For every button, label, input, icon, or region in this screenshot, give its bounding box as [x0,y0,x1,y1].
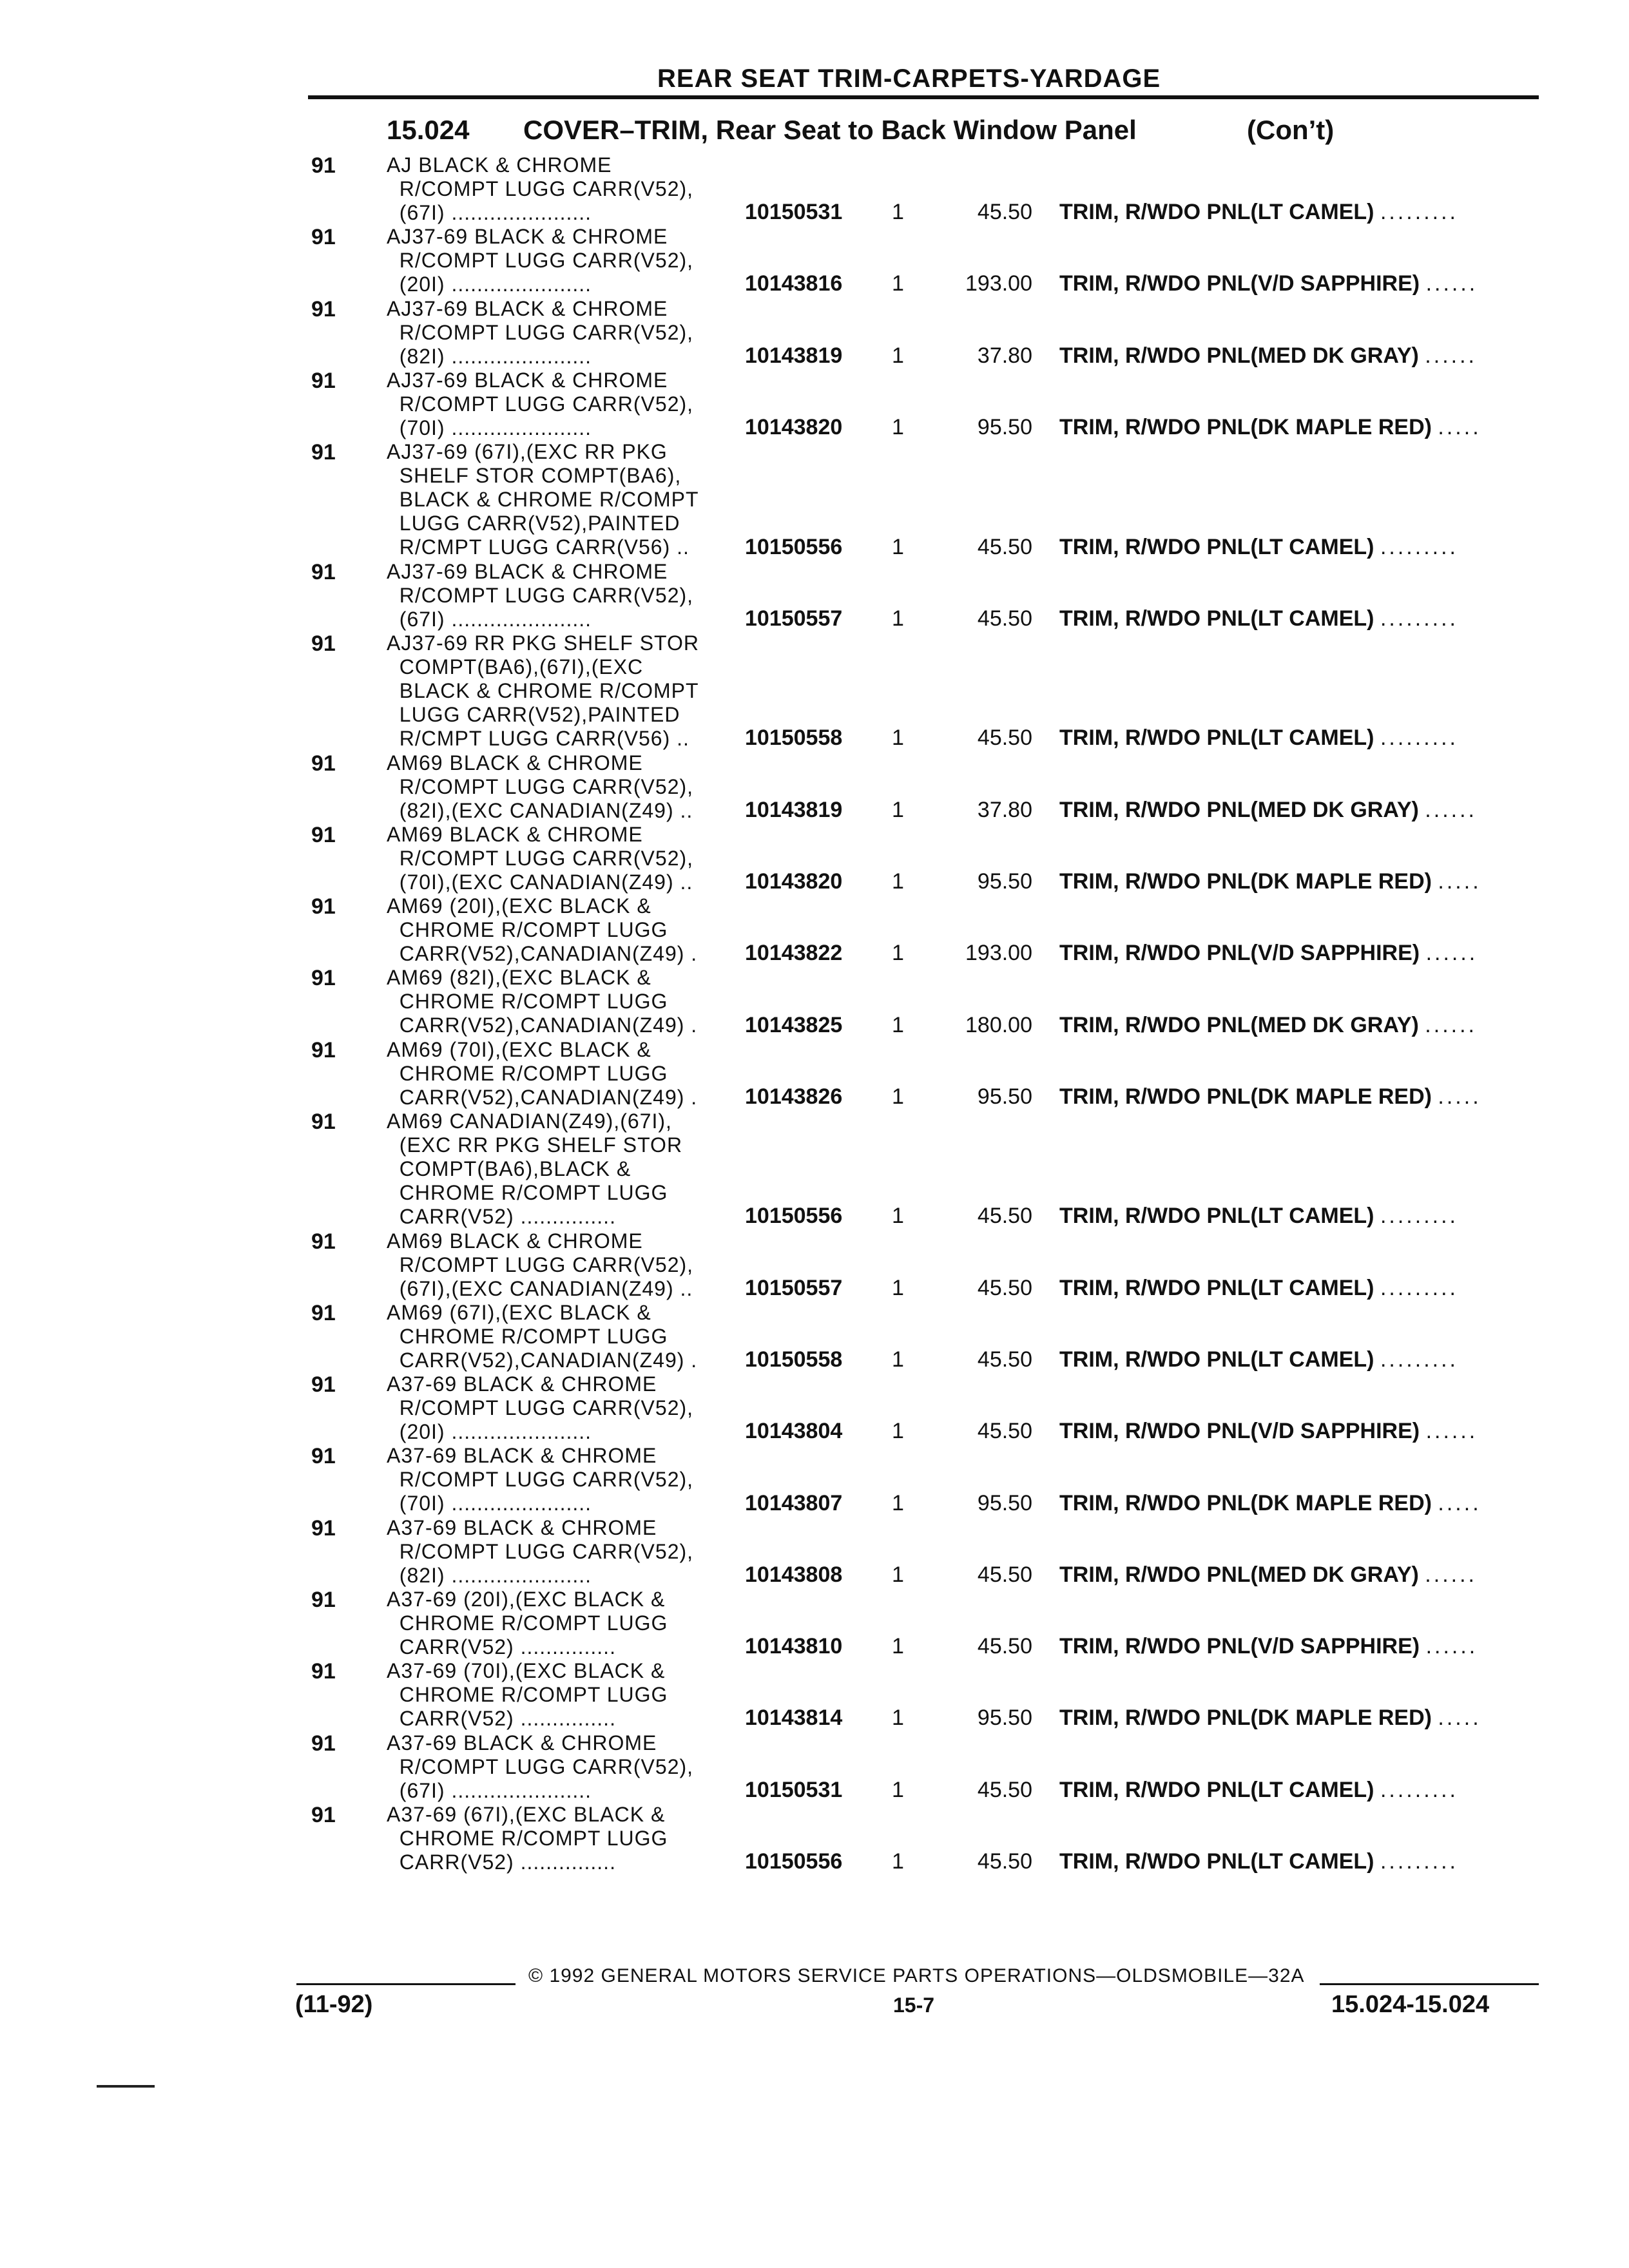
entry-price: 45.50 [977,606,1032,631]
entry-part-name [1059,1778,1458,1803]
entry-part-number: 10150556 [745,1204,843,1229]
entry-part-number: 10150556 [745,1849,843,1874]
entry-level: 91 [311,1372,336,1398]
entry-description-line: CHROME R/COMPT LUGG [387,990,668,1014]
entry-part-name [1059,1204,1458,1229]
entry-price: 45.50 [977,534,1032,559]
entry-leader-dots: ...... [1425,1419,1478,1444]
entry-level: 91 [311,631,336,656]
entry-description [387,1038,747,1110]
entry-description-line: R/COMPT LUGG CARR(V52), [387,774,694,798]
entry-level: 91 [311,1110,336,1134]
margin-mark [97,2085,155,2088]
entry-description [387,1803,747,1874]
entry-leader-dots: ...... [1425,1012,1477,1037]
entry-description-line: (82I),(EXC CANADIAN(Z49) .. [387,798,693,822]
entry-price: 45.50 [977,200,1032,225]
entry-part-name [1059,1419,1478,1444]
entry-part-name [1059,1347,1458,1372]
entry-description-line: (70I),(EXC CANADIAN(Z49) .. [387,870,693,894]
entry-description-line: R/CMPT LUGG CARR(V56) .. [387,535,689,559]
entry-part-number: 10143826 [745,1084,843,1109]
entry-description-line: (67I) ...................... [387,201,592,224]
entry-description [387,631,747,751]
entry-description-line: A37-69 BLACK & CHROME [387,1731,657,1754]
entry-description-line: R/COMPT LUGG CARR(V52), [387,249,694,273]
entry-description-line: R/COMPT LUGG CARR(V52), [387,1754,694,1778]
entry-part-name-text: TRIM, R/WDO PNL(MED DK GRAY) [1059,343,1419,368]
entry-part-name-text: TRIM, R/WDO PNL(V/D SAPPHIRE) [1059,1634,1420,1659]
entry-quantity: 1 [892,1777,904,1802]
entry-quantity: 1 [892,415,904,440]
entry-level: 91 [311,1588,336,1612]
entry-part-name-text: TRIM, R/WDO PNL(MED DK GRAY) [1059,797,1419,822]
entry-part-number: 10143814 [745,1706,843,1731]
entry-level: 91 [311,822,336,847]
entry-description [387,560,747,631]
entry-level: 91 [311,1515,336,1541]
entry-part-number: 10143819 [745,343,843,368]
entry-part-name [1059,1706,1481,1731]
entry-part-number: 10143820 [745,415,843,440]
entry-description-line: R/COMPT LUGG CARR(V52), [387,583,694,607]
entry-part-name [1059,869,1481,894]
entry-price: 45.50 [977,726,1032,751]
entry-level: 91 [311,559,336,584]
entry-price: 193.00 [965,941,1032,966]
entry-leader-dots: ..... [1438,415,1481,440]
entry-description-line: CARR(V52),CANADIAN(Z49) . [387,942,698,966]
entry-part-number: 10150556 [745,534,843,559]
entry-description-line: (67I) ...................... [387,607,592,631]
entry-part-name-text: TRIM, R/WDO PNL(DK MAPLE RED) [1059,415,1432,440]
entry-price: 45.50 [977,1849,1032,1874]
entry-description-line: CARR(V52),CANADIAN(Z49) . [387,1348,698,1372]
entry-leader-dots: ...... [1425,1562,1477,1587]
entry-part-name [1059,415,1481,440]
entry-quantity: 1 [892,1490,904,1515]
entry-part-name [1059,343,1477,369]
entry-price: 95.50 [977,415,1032,440]
entry-description-line: AM69 BLACK & CHROME [387,822,643,846]
entry-quantity: 1 [892,1849,904,1874]
entry-level: 91 [311,894,336,919]
page-title: REAR SEAT TRIM-CARPETS-YARDAGE [657,64,1161,93]
entry-part-name-text: TRIM, R/WDO PNL(V/D SAPPHIRE) [1059,941,1420,966]
footer-page-number: 15-7 [893,1994,935,2017]
entry-part-name [1059,1276,1458,1301]
entry-quantity: 1 [892,1347,904,1372]
entry-price: 95.50 [977,1706,1032,1731]
entry-description-line: AM69 BLACK & CHROME [387,1229,643,1253]
entry-price: 45.50 [977,1347,1032,1372]
entry-description-line: CHROME R/COMPT LUGG [387,1826,668,1850]
entry-description-line: (82I) ...................... [387,344,592,368]
entry-description-line: CARR(V52) ............... [387,1205,616,1228]
entry-part-name-text: TRIM, R/WDO PNL(DK MAPLE RED) [1059,869,1432,894]
entry-description [387,1110,747,1229]
entry-level: 91 [311,368,336,393]
entry-level: 91 [311,966,336,991]
entry-description-line: A37-69 BLACK & CHROME [387,1372,657,1396]
entry-level: 91 [311,225,336,250]
entry-part-number: 10150531 [745,200,843,225]
entry-description-line: CHROME R/COMPT LUGG [387,1061,668,1085]
entry-part-number: 10143804 [745,1419,843,1444]
entry-level: 91 [311,1802,336,1827]
entry-description-line: BLACK & CHROME R/COMPT [387,679,699,702]
entry-description-line: AJ BLACK & CHROME [387,153,612,177]
entry-description-line: (82I) ...................... [387,1563,592,1587]
entry-part-name [1059,271,1478,296]
footer-revision-date: (11-92) [295,1991,373,2018]
entry-description-line: R/COMPT LUGG CARR(V52), [387,846,694,870]
entry-part-name [1059,941,1478,966]
entry-quantity: 1 [892,1419,904,1444]
entry-description-line: AJ37-69 BLACK & CHROME [387,225,668,249]
entry-part-number: 10150531 [745,1777,843,1802]
entry-description-line: CARR(V52) ............... [387,1635,616,1658]
entry-price: 95.50 [977,1084,1032,1109]
entry-description [387,1588,747,1659]
entry-part-number: 10143816 [745,271,843,296]
entry-part-name [1059,200,1458,225]
entry-quantity: 1 [892,1204,904,1229]
entry-leader-dots: ......... [1380,1777,1458,1802]
entry-quantity: 1 [892,869,904,894]
entry-part-number: 10150558 [745,1347,843,1372]
section-continued: (Con’t) [1247,115,1335,145]
entry-price: 45.50 [977,1777,1032,1802]
entry-description-line: CARR(V52) ............... [387,1850,616,1874]
entry-price: 180.00 [965,1012,1032,1037]
entry-leader-dots: ..... [1438,869,1481,894]
entry-description-line: LUGG CARR(V52),PAINTED [387,512,680,535]
entry-description-line: R/COMPT LUGG CARR(V52), [387,1468,694,1492]
entry-part-name-text: TRIM, R/WDO PNL(LT CAMEL) [1059,726,1374,751]
entry-part-name-text: TRIM, R/WDO PNL(V/D SAPPHIRE) [1059,271,1420,296]
entry-part-name-text: TRIM, R/WDO PNL(MED DK GRAY) [1059,1012,1419,1037]
entry-description [387,225,747,296]
entry-price: 45.50 [977,1562,1032,1587]
entry-leader-dots: ..... [1438,1706,1481,1731]
entry-part-name [1059,1084,1481,1110]
entry-description-line: R/COMPT LUGG CARR(V52), [387,177,694,200]
entry-part-number: 10143810 [745,1634,843,1659]
entry-description-line: CARR(V52),CANADIAN(Z49) . [387,1014,698,1037]
entry-description-line: A37-69 (67I),(EXC BLACK & [387,1802,666,1826]
entry-description [387,1301,747,1372]
entry-description-line: A37-69 (70I),(EXC BLACK & [387,1659,666,1683]
entry-description-line: CHROME R/COMPT LUGG [387,1611,668,1635]
entry-description-line: AJ37-69 (67I),(EXC RR PKG [387,440,668,464]
entry-description-line: AM69 BLACK & CHROME [387,751,643,774]
entry-part-name [1059,1013,1477,1038]
entry-leader-dots: ...... [1425,271,1478,296]
entry-price: 95.50 [977,1490,1032,1515]
entry-part-name [1059,726,1458,751]
entry-description-line: AM69 (82I),(EXC BLACK & [387,966,651,990]
entry-description [387,1372,747,1444]
entry-leader-dots: ...... [1425,941,1478,966]
entry-description [387,894,747,966]
entry-leader-dots: ......... [1380,606,1458,631]
entry-part-name [1059,1634,1478,1659]
entry-part-name [1059,606,1458,631]
section-number: 15.024 [387,115,470,145]
entry-price: 45.50 [977,1419,1032,1444]
entry-level: 91 [311,1300,336,1325]
entry-description-line: R/COMPT LUGG CARR(V52), [387,1396,694,1420]
entry-quantity: 1 [892,606,904,631]
entry-description [387,1731,747,1803]
entry-level: 91 [311,153,336,178]
entry-part-name-text: TRIM, R/WDO PNL(DK MAPLE RED) [1059,1490,1432,1515]
entry-description [387,966,747,1037]
entry-price: 45.50 [977,1634,1032,1659]
entry-part-name-text: TRIM, R/WDO PNL(LT CAMEL) [1059,1204,1374,1229]
entry-part-number: 10150558 [745,726,843,751]
entry-leader-dots: ...... [1425,343,1477,368]
footer-rule-left [296,1983,516,1985]
entry-level: 91 [311,1659,336,1684]
entry-price: 45.50 [977,1275,1032,1300]
entry-part-number: 10143819 [745,797,843,822]
entry-description-line: CHROME R/COMPT LUGG [387,1324,668,1348]
entry-level: 91 [311,1037,336,1062]
entry-level: 91 [311,1229,336,1254]
entry-quantity: 1 [892,1706,904,1731]
entry-description-line: CARR(V52) ............... [387,1707,616,1731]
entry-part-name-text: TRIM, R/WDO PNL(LT CAMEL) [1059,200,1374,225]
entry-level: 91 [311,1444,336,1469]
entry-leader-dots: ......... [1380,726,1458,751]
entry-description [387,1516,747,1588]
entry-description-line: (70I) ...................... [387,1492,592,1515]
entry-leader-dots: ......... [1380,200,1458,225]
entry-quantity: 1 [892,1012,904,1037]
entry-part-number: 10143822 [745,941,843,966]
entry-description [387,440,747,559]
entry-description-line: (20I) ...................... [387,273,592,296]
entry-description-line: SHELF STOR COMPT(BA6), [387,464,682,488]
entry-quantity: 1 [892,1275,904,1300]
entry-leader-dots: ......... [1380,1849,1458,1874]
entry-description-line: AM69 (20I),(EXC BLACK & [387,894,651,918]
entry-description-line: A37-69 BLACK & CHROME [387,1515,657,1539]
footer-section-range: 15.024-15.024 [1331,1991,1490,2018]
entry-quantity: 1 [892,271,904,296]
entry-description-line: AJ37-69 BLACK & CHROME [387,559,668,583]
entry-part-name-text: TRIM, R/WDO PNL(LT CAMEL) [1059,1849,1374,1874]
entry-leader-dots: ......... [1380,1275,1458,1300]
entry-description-line: AM69 (67I),(EXC BLACK & [387,1300,651,1324]
entry-part-name-text: TRIM, R/WDO PNL(V/D SAPPHIRE) [1059,1419,1420,1444]
entry-part-name [1059,1491,1481,1516]
entry-part-name-text: TRIM, R/WDO PNL(LT CAMEL) [1059,1347,1374,1372]
entry-description-line: AJ37-69 BLACK & CHROME [387,368,668,392]
entry-level: 91 [311,440,336,465]
entry-description-line: R/COMPT LUGG CARR(V52), [387,392,694,416]
entry-quantity: 1 [892,343,904,368]
entry-quantity: 1 [892,797,904,822]
entry-level: 91 [311,296,336,322]
entry-level: 91 [311,751,336,776]
entry-description-line: BLACK & CHROME R/COMPT [387,488,699,512]
entry-description-line: LUGG CARR(V52),PAINTED [387,703,680,726]
entry-description-line: A37-69 (20I),(EXC BLACK & [387,1588,666,1611]
entry-part-name [1059,535,1458,560]
entry-description [387,297,747,369]
entry-description-line: R/COMPT LUGG CARR(V52), [387,320,694,344]
entry-part-name-text: TRIM, R/WDO PNL(LT CAMEL) [1059,1777,1374,1802]
entry-part-number: 10143807 [745,1490,843,1515]
entry-part-name-text: TRIM, R/WDO PNL(MED DK GRAY) [1059,1562,1419,1587]
entry-part-name [1059,1562,1477,1588]
entry-description [387,369,747,440]
entry-quantity: 1 [892,200,904,225]
entry-leader-dots: ..... [1438,1490,1481,1515]
entry-description-line: COMPT(BA6),BLACK & [387,1157,631,1180]
entry-leader-dots: ...... [1425,797,1477,822]
entry-part-name-text: TRIM, R/WDO PNL(LT CAMEL) [1059,1275,1374,1300]
entry-part-number: 10143820 [745,869,843,894]
entry-price: 95.50 [977,869,1032,894]
entry-price: 37.80 [977,343,1032,368]
entry-part-number: 10150557 [745,1275,843,1300]
entry-description-line: AJ37-69 RR PKG SHELF STOR [387,631,699,655]
entry-description-line: AM69 (70I),(EXC BLACK & [387,1037,651,1061]
entry-quantity: 1 [892,941,904,966]
entry-description-line: R/CMPT LUGG CARR(V56) .. [387,727,689,750]
entry-description-line: R/COMPT LUGG CARR(V52), [387,1539,694,1563]
entry-description-line: (67I),(EXC CANADIAN(Z49) .. [387,1276,693,1300]
entry-part-name-text: TRIM, R/WDO PNL(DK MAPLE RED) [1059,1706,1432,1731]
entry-description [387,751,747,823]
entry-part-name-text: TRIM, R/WDO PNL(DK MAPLE RED) [1059,1084,1432,1109]
entry-price: 193.00 [965,271,1032,296]
entry-leader-dots: ......... [1380,1347,1458,1372]
section-title: COVER–TRIM, Rear Seat to Back Window Panel [523,115,1137,145]
footer-copyright: © 1992 GENERAL MOTORS SERVICE PARTS OPERATIONS—OLDSMOBILE—32A [528,1965,1305,1986]
entry-leader-dots: ...... [1425,1634,1478,1659]
entry-description-line: R/COMPT LUGG CARR(V52), [387,1253,694,1276]
entry-description-line: A37-69 BLACK & CHROME [387,1444,657,1468]
entry-part-number: 10150557 [745,606,843,631]
entry-part-number: 10143825 [745,1012,843,1037]
entry-description-line: CHROME R/COMPT LUGG [387,918,668,942]
entry-description [387,1229,747,1301]
entry-quantity: 1 [892,534,904,559]
entry-leader-dots: ......... [1380,534,1458,559]
entry-description-line: CHROME R/COMPT LUGG [387,1181,668,1204]
entry-part-number: 10143808 [745,1562,843,1587]
entry-quantity: 1 [892,1084,904,1109]
entry-description [387,823,747,894]
entry-description-line: (EXC RR PKG SHELF STOR [387,1133,683,1157]
entry-description-line: (70I) ...................... [387,416,592,439]
entry-description-line: AM69 CANADIAN(Z49),(67I), [387,1110,672,1133]
entry-part-name [1059,1849,1458,1874]
entry-quantity: 1 [892,1634,904,1659]
entry-description-line: (20I) ...................... [387,1420,592,1444]
entry-quantity: 1 [892,1562,904,1587]
entry-description-line: CARR(V52),CANADIAN(Z49) . [387,1085,698,1109]
entry-price: 45.50 [977,1204,1032,1229]
entry-quantity: 1 [892,726,904,751]
entry-part-name [1059,798,1477,823]
entry-price: 37.80 [977,797,1032,822]
entry-part-name-text: TRIM, R/WDO PNL(LT CAMEL) [1059,606,1374,631]
entry-leader-dots: ..... [1438,1084,1481,1109]
entry-description-line: CHROME R/COMPT LUGG [387,1683,668,1707]
entry-description-line: COMPT(BA6),(67I),(EXC [387,655,644,678]
entry-level: 91 [311,1731,336,1756]
entry-leader-dots: ......... [1380,1204,1458,1229]
entry-description [387,1444,747,1515]
entry-description-line: AJ37-69 BLACK & CHROME [387,296,668,320]
entry-description [387,1659,747,1731]
entry-description [387,153,747,225]
footer-rule-right [1320,1983,1539,1985]
entry-part-name-text: TRIM, R/WDO PNL(LT CAMEL) [1059,534,1374,559]
entry-description-line: (67I) ...................... [387,1778,592,1802]
